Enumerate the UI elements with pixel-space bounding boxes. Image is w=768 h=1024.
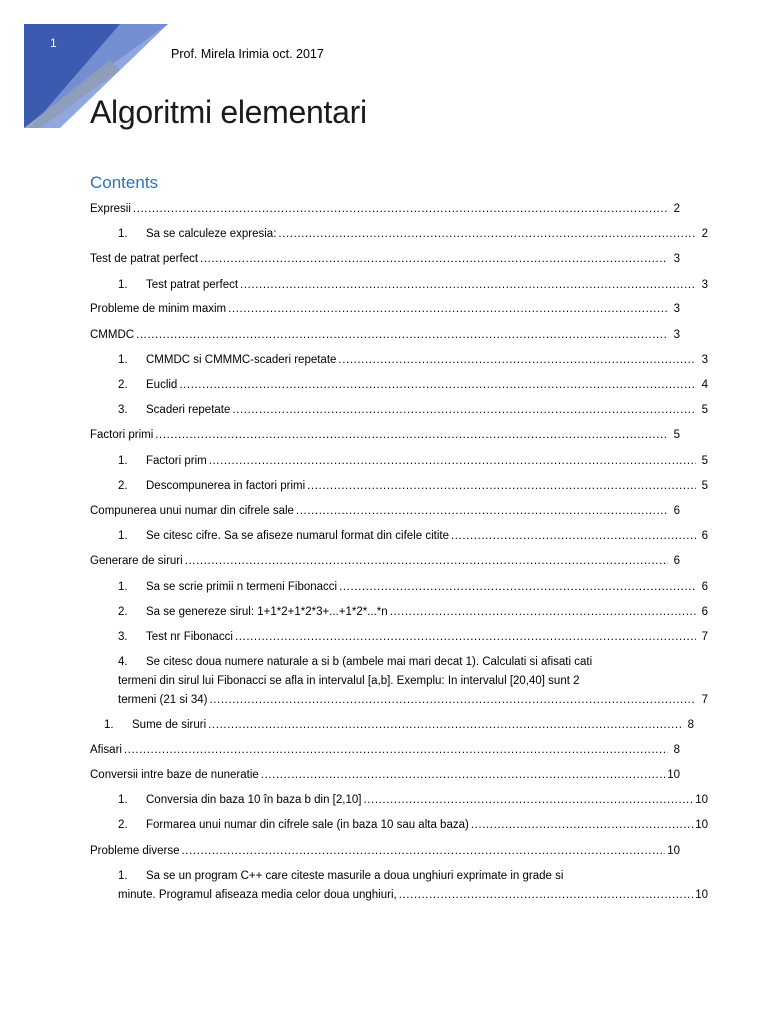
header-author-line: Prof. Mirela Irimia oct. 2017 <box>171 47 324 61</box>
toc-entry-text: Expresii <box>90 203 131 215</box>
toc-dot-leader <box>278 225 696 244</box>
toc-entry[interactable] <box>90 250 680 269</box>
toc-entry[interactable] <box>90 842 680 861</box>
toc-heading: Contents <box>90 173 159 192</box>
toc-dot-leader <box>471 816 693 835</box>
toc-entry-number: 3. <box>118 631 128 643</box>
toc-dot-leader <box>133 200 668 219</box>
toc-entry-text: Euclid <box>146 379 178 391</box>
toc-entry-text: termeni din sirul lui Fibonacci se afla in intervalul [a,b]. Exemplu: In intervalul [20,40] sunt 2 <box>118 675 580 687</box>
toc-page-number: 3 <box>673 253 680 265</box>
toc-dot-leader <box>185 552 668 571</box>
toc-entry-number: 2. <box>118 819 128 831</box>
toc-page-number: 8 <box>687 719 694 731</box>
toc-entry[interactable] <box>90 376 708 395</box>
toc-entry-text: Se citesc doua numere naturale a si b (ambele mai mari decat 1). Calculati si afisati cati <box>146 656 593 668</box>
toc-dot-leader <box>261 766 665 785</box>
toc-entry-number: 1. <box>118 794 128 806</box>
toc-entry[interactable] <box>90 603 708 622</box>
toc-entry-text: Conversia din baza 10 în baza b din [2,10] <box>146 794 362 806</box>
toc-entry[interactable] <box>90 716 694 735</box>
toc-entry[interactable] <box>90 200 680 219</box>
toc-dot-leader <box>339 578 696 597</box>
toc-entry[interactable] <box>90 791 708 810</box>
toc-entry-number: 2. <box>118 606 128 618</box>
toc-entry[interactable] <box>90 552 680 571</box>
toc-entry-number: 1. <box>118 870 128 882</box>
toc-entry-text: minute. Programul afiseaza media celor doua unghiuri, <box>118 889 397 901</box>
toc-page-number: 3 <box>701 354 708 366</box>
toc-page-number: 5 <box>701 404 708 416</box>
toc-entry[interactable] <box>90 300 680 319</box>
toc-entry-text: CMMDC <box>90 329 135 341</box>
toc-entry[interactable] <box>90 766 680 785</box>
toc-page-number: 3 <box>701 279 708 291</box>
toc-entry-text: Se citesc cifre. Sa se afiseze numarul format din cifele citite <box>146 530 449 542</box>
toc-page-number: 10 <box>695 819 708 831</box>
toc-dot-leader <box>338 351 696 370</box>
toc-page-number: 2 <box>701 228 708 240</box>
page-number: 1 <box>50 36 57 50</box>
toc-entry-text: Conversii intre baze de nuneratie <box>90 769 259 781</box>
toc-page-number: 6 <box>701 530 708 542</box>
toc-page-number: 8 <box>673 744 680 756</box>
toc-entry[interactable] <box>90 276 708 295</box>
toc-entry[interactable] <box>90 628 708 647</box>
toc-dot-leader <box>307 477 696 496</box>
toc-page-number: 6 <box>701 581 708 593</box>
toc-entry[interactable] <box>90 326 680 345</box>
toc-entry-number: 1. <box>104 719 114 731</box>
toc-entry-text: Probleme de minim maxim <box>90 303 227 315</box>
toc-entry[interactable] <box>90 452 708 471</box>
toc-page-number: 4 <box>701 379 708 391</box>
toc-entry-text: Sa se scrie primii n termeni Fibonacci <box>146 581 338 593</box>
toc-dot-leader <box>209 691 696 710</box>
toc-entry[interactable] <box>90 426 680 445</box>
toc-dot-leader <box>136 326 668 345</box>
toc-page-number: 6 <box>673 505 680 517</box>
toc-dot-leader <box>363 791 693 810</box>
toc-entry-number: 1. <box>118 530 128 542</box>
toc-entry[interactable] <box>90 477 708 496</box>
toc-entry-number: 1. <box>118 354 128 366</box>
toc-dot-leader <box>235 628 696 647</box>
toc-entry[interactable] <box>90 225 708 244</box>
toc-dot-leader <box>208 716 682 735</box>
toc-dot-leader <box>451 527 696 546</box>
toc-page-number: 7 <box>701 631 708 643</box>
toc-dot-leader <box>209 452 696 471</box>
toc-dot-leader <box>124 741 668 760</box>
toc-dot-leader <box>399 886 693 905</box>
toc-page-number: 5 <box>701 480 708 492</box>
toc-entry-text: Factori primi <box>90 429 154 441</box>
toc-entry-text: Probleme diverse <box>90 845 180 857</box>
toc-dot-leader <box>179 376 696 395</box>
toc-entry-text: Test patrat perfect <box>146 279 239 291</box>
toc-entry-number: 3. <box>118 404 128 416</box>
toc-entry-text: Generare de siruri <box>90 555 183 567</box>
toc-entry-text: Scaderi repetate <box>146 404 231 416</box>
toc-entry-text: termeni (21 si 34) <box>118 694 208 706</box>
toc-entry-text: Sa se genereze sirul: 1+1*2+1*2*3+...+1*2*...*n <box>146 606 388 618</box>
toc-entry-number: 2. <box>118 480 128 492</box>
toc-page-number: 10 <box>695 889 708 901</box>
toc-entry-text: Factori prim <box>146 455 207 467</box>
toc-dot-leader <box>390 603 696 622</box>
toc-page-number: 5 <box>673 429 680 441</box>
toc-page-number: 5 <box>701 455 708 467</box>
toc-page-number: 3 <box>673 303 680 315</box>
toc-page-number: 6 <box>673 555 680 567</box>
toc-dot-leader <box>228 300 668 319</box>
toc-entry[interactable] <box>90 867 708 905</box>
document-title: Algoritmi elementari <box>90 94 367 130</box>
toc-dot-leader <box>240 276 696 295</box>
toc-entry[interactable] <box>90 653 708 710</box>
toc-page-number: 10 <box>667 845 680 857</box>
toc-entry-text: Sa se calculeze expresia: <box>146 228 277 240</box>
toc-page-number: 2 <box>673 203 680 215</box>
toc-entry-text: Sume de siruri <box>132 719 207 731</box>
toc-entry-number: 2. <box>118 379 128 391</box>
toc-entry-text: Test nr Fibonacci <box>146 631 233 643</box>
toc-entry[interactable] <box>90 351 708 370</box>
toc-entry-text: Sa se un program C++ care citeste masurile a doua unghiuri exprimate in grade si <box>146 870 564 882</box>
toc-entry[interactable] <box>90 578 708 597</box>
toc-page-number: 7 <box>701 694 708 706</box>
toc-dot-leader <box>155 426 668 445</box>
toc-entry-number: 4. <box>118 656 128 668</box>
toc-entry[interactable] <box>90 401 708 420</box>
toc-page-number: 3 <box>673 329 680 341</box>
toc-entry[interactable] <box>90 527 708 546</box>
toc-entry-text: Test de patrat perfect <box>90 253 199 265</box>
toc-entry[interactable] <box>90 502 680 521</box>
toc-page-number: 10 <box>695 794 708 806</box>
toc-page-number: 10 <box>667 769 680 781</box>
toc-entry-text: Afisari <box>90 744 122 756</box>
toc-entry-text: Descompunerea in factori primi <box>146 480 306 492</box>
toc-entry[interactable] <box>90 816 708 835</box>
toc-entry-number: 1. <box>118 228 128 240</box>
toc-entry-text: Compunerea unui numar din cifrele sale <box>90 505 294 517</box>
toc-dot-leader <box>200 250 668 269</box>
toc-dot-leader <box>232 401 696 420</box>
toc-entry-number: 1. <box>118 581 128 593</box>
toc-page-number: 6 <box>701 606 708 618</box>
toc-entry-number: 1. <box>118 455 128 467</box>
toc-entry-text: Formarea unui numar din cifrele sale (in baza 10 sau alta baza) <box>146 819 469 831</box>
toc-entry-number: 1. <box>118 279 128 291</box>
toc-entry-text: CMMDC si CMMMC-scaderi repetate <box>146 354 337 366</box>
toc-dot-leader <box>181 842 665 861</box>
toc-entry[interactable] <box>90 741 680 760</box>
toc-dot-leader <box>296 502 668 521</box>
